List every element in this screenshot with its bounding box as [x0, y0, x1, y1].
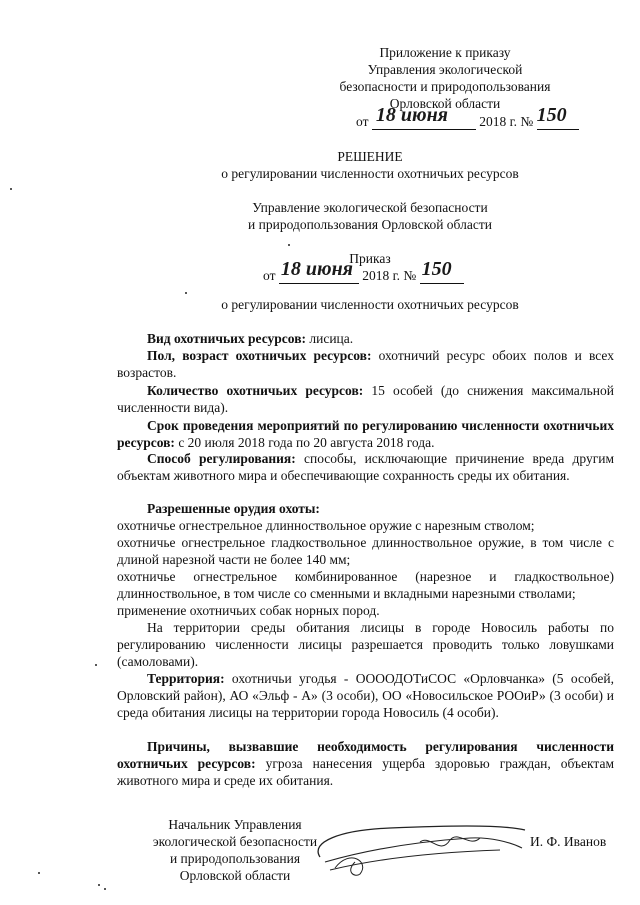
signatory-name: И. Ф. Иванов	[530, 834, 607, 849]
attachment-date-suffix: 2018 г. №	[479, 114, 534, 129]
attachment-line-3: безопасности и природопользования	[339, 79, 551, 94]
attachment-line-4: Орловской области	[389, 96, 501, 111]
novosil-paragraph: На территории среды обитания лисицы в городе Новосиль работы по регулированию численности лисицы разрешается проводить только ловушками (самоловами).	[117, 620, 614, 669]
territory-label: Территория:	[147, 671, 225, 686]
decision-title: РЕШЕНИЕ	[337, 149, 403, 164]
weapon-item-1: охотничье огнестрельное длинноствольное оружие с нарезным стволом;	[117, 518, 535, 533]
attachment-line-1: Приложение к приказу	[379, 45, 511, 60]
attachment-header	[310, 44, 580, 112]
period-paragraph	[117, 417, 614, 451]
order-date-field	[279, 258, 359, 284]
order-date-handwritten: 18 июня	[280, 258, 353, 280]
weapons-heading	[117, 500, 614, 517]
method-value: способы, исключающие причинение вреда другим объектам животного мира и обеспечивающие сохранность среды их обитания.	[117, 451, 615, 483]
signature-position-line-1: Начальник Управления	[168, 817, 302, 832]
period-label: Срок проведения мероприятий по регулированию численности охотничьих ресурсов:	[117, 418, 614, 450]
order-number-handwritten: 150	[421, 258, 452, 280]
reasons-paragraph	[117, 738, 614, 789]
scan-speck	[185, 292, 187, 294]
species-value: лисица.	[305, 331, 354, 346]
attachment-date-field	[372, 104, 476, 130]
org-line-2: и природопользования Орловской области	[248, 217, 492, 232]
method-label: Способ регулирования:	[147, 451, 296, 466]
order-title: Приказ	[349, 251, 391, 266]
territory-paragraph	[117, 670, 614, 721]
order-subject: о регулировании численности охотничьих ресурсов	[221, 297, 519, 312]
reasons-label: Причины, вызвавшие необходимость регулирования численности охотничьих ресурсов:	[117, 739, 614, 771]
attachment-number-field	[536, 104, 579, 130]
species-label: Вид охотничьих ресурсов:	[147, 331, 306, 346]
scan-speck	[38, 872, 40, 874]
reasons-value: угроза нанесения ущерба здоровью граждан, объектам животного мира и среде их обитания.	[117, 756, 614, 788]
attachment-number-handwritten: 150	[536, 104, 567, 126]
order-date-suffix: 2018 г. №	[362, 268, 417, 283]
attachment-date-line	[356, 104, 636, 130]
sex-age-value: охотничий ресурс обоих полов и всех возрастов.	[117, 348, 614, 380]
order-number-field	[420, 258, 464, 284]
signature-position-line-4: Орловской области	[179, 868, 291, 883]
sex-age-label: Пол, возраст охотничьих ресурсов:	[147, 348, 372, 363]
signature-position-line-2: экологической безопасности	[152, 834, 318, 849]
org-line-1: Управление экологической безопасности	[252, 200, 488, 215]
scan-speck	[10, 188, 12, 190]
attachment-date-prefix: от	[356, 114, 369, 129]
weapon-item-4: применение охотничьих собак норных пород.	[117, 603, 380, 618]
period-value: с 20 июля 2018 года по 20 августа 2018 года.	[174, 435, 435, 450]
decision-subtitle: о регулировании численности охотничьих ресурсов	[221, 166, 519, 181]
scan-speck	[288, 244, 290, 246]
order-date-prefix: от	[263, 268, 276, 283]
weapons-label: Разрешенные орудия охоты:	[147, 501, 320, 516]
attachment-date-handwritten: 18 июня	[375, 104, 448, 126]
weapon-item-3: охотничье огнестрельное комбинированное (нарезное и гладкоствольное) длинноствольное, в том числе со сменными и вкладными нарезными стволами;	[117, 569, 614, 601]
scan-speck	[98, 884, 100, 886]
attachment-line-2: Управления экологической	[367, 62, 523, 77]
count-paragraph	[117, 382, 614, 416]
method-paragraph	[117, 450, 614, 484]
count-value: 15 особей (до снижения максимальной численности вида).	[117, 383, 614, 415]
territory-value: охотничьи угодья - ООООДОТиСОС «Орловчанка» (5 особей, Орловский район), АО «Эльф - А» (3 особи), ОО «Новосильское РООиР» (3 особи) и среда обитания лисицы на территории города Новосиль (4 особи).	[117, 671, 614, 720]
count-label: Количество охотничьих ресурсов:	[147, 383, 364, 398]
signature-position-line-3: и природопользования	[169, 851, 301, 866]
sex-age-paragraph	[117, 347, 614, 381]
weapon-item-2: охотничье огнестрельное гладкоствольное длинноствольное оружие, в том числе с длиной нарезной части не более 140 мм;	[117, 535, 614, 567]
scan-speck	[95, 664, 97, 666]
species-paragraph	[117, 330, 614, 347]
scan-speck	[104, 888, 106, 890]
handwritten-signature-icon	[300, 812, 530, 882]
